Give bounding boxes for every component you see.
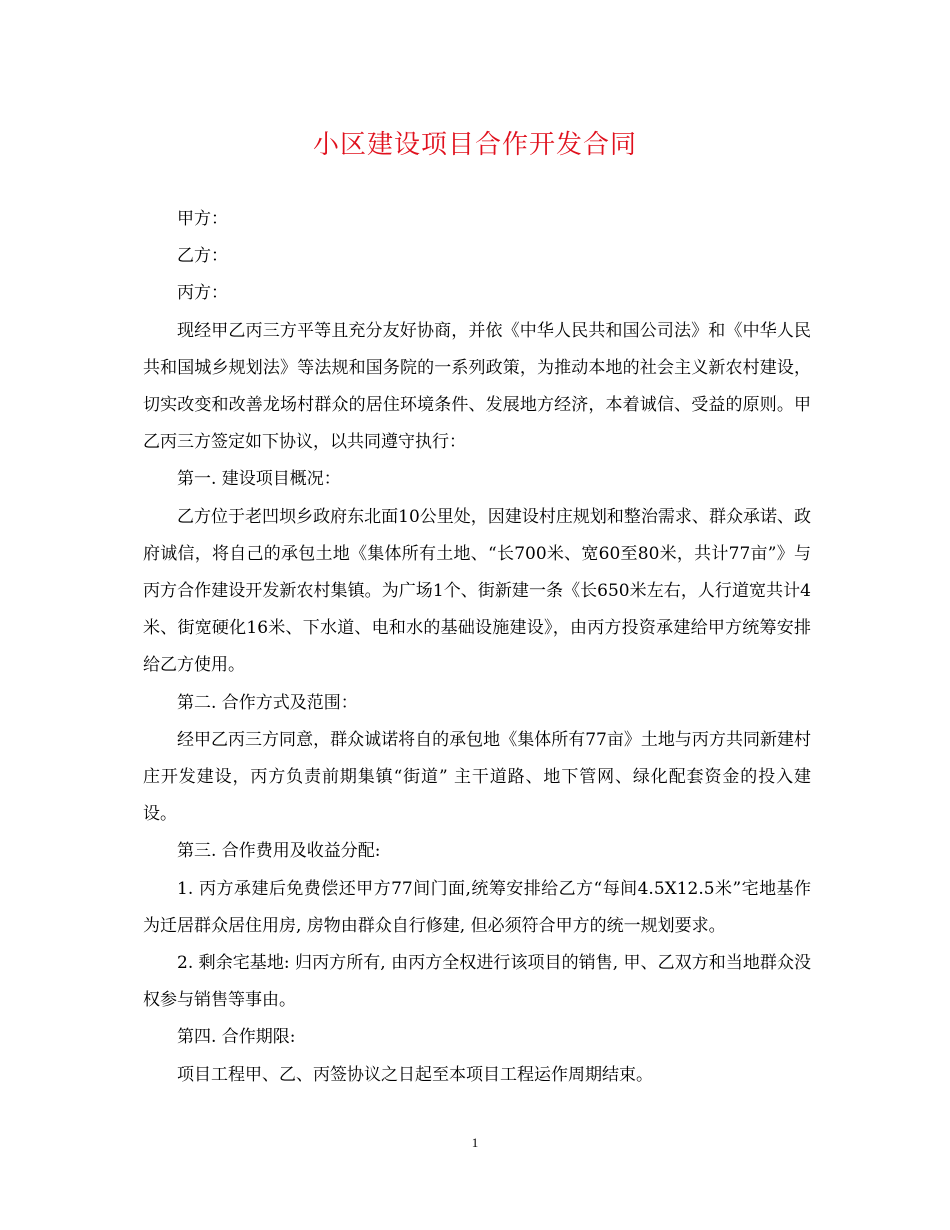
party-b-line: 乙方： [177,246,228,267]
preamble-paragraph: 现经甲乙丙三方平等且充分友好协商，并依《中华人民共和国公司法》和《中华人民共和国城乡规划法》等法规和国务院的一系列政策，为推动本地的社会主义新农村建设，切实改变和改善龙场村群众的居住环境条件、发展地方经济，本着诚信、受益的原则。甲乙丙三方签定如下协议，以共同遵守执行： [143,320,811,453]
section-4-paragraph: 项目工程甲、乙、丙签协议之日起至本项目工程运作周期结束。 [177,1064,653,1085]
party-c-line: 丙方： [177,283,228,304]
section-1-paragraph: 乙方位于老凹坝乡政府东北面10公里处，因建设村庄规划和整治需求、群众承诺、政府诚信，将自己的承包土地《集体所有土地、“长700米、宽60至80米，共计77亩”》与丙方合作建设开发新农村集镇。为广场1个、街新建一条《长650米左右，人行道宽共计4米、街宽硬化16米、下水道、电和水的基础设施建设》，由丙方投资承建给甲方统筹安排给乙方使用。 [143,506,811,676]
section-2-paragraph: 经甲乙丙三方同意，群众诚诺将自的承包地《集体所有77亩》土地与丙方共同新建村庄开发建设，丙方负责前期集镇“街道” 主干道路、地下管网、绿化配套资金的投入建设。 [143,729,811,825]
page-number: 1 [471,1135,479,1150]
document-body [143,201,811,1094]
section-2-heading: 第二. 合作方式及范围： [177,692,358,713]
party-a-line: 甲方： [177,209,228,229]
section-3-item-1: 1. 丙方承建后免费偿还甲方77间门面,统筹安排给乙方“每间4.5X12.5米”宅地基作为迁居群众居住用房, 房物由群众自行修建, 但必须符合甲方的统一规划要求。 [143,878,811,936]
section-4-heading: 第四. 合作期限: [177,1027,296,1048]
section-3-item-2: 2. 剩余宅基地: 归丙方所有, 由丙方全权进行该项目的销售, 甲、乙双方和当地群众没权参与销售等事由。 [143,953,811,1011]
document-title: 小区建设项目合作开发合同 [312,130,637,160]
section-3-heading: 第三. 合作费用及收益分配: [177,841,381,862]
section-1-heading: 第一. 建设项目概况： [177,469,341,490]
